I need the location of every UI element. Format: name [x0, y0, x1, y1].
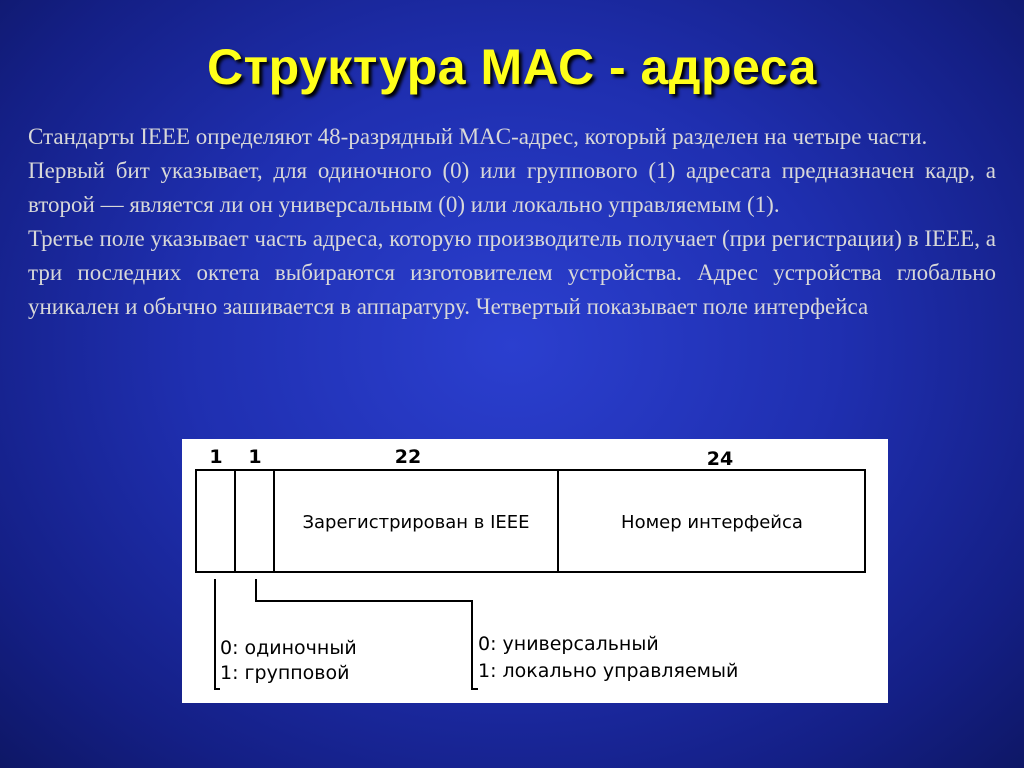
- mac-diagram-svg: [182, 439, 888, 703]
- bits-label-second: 1: [248, 446, 262, 468]
- mac-structure-diagram: [182, 439, 888, 703]
- bits-label-interface: 24: [706, 448, 734, 470]
- slide-title: Структура МАС - адреса: [207, 39, 817, 95]
- field-interface-label: Номер интерфейса: [621, 512, 803, 533]
- bits-label-first: 1: [209, 446, 223, 468]
- paragraph-third-fourth-field: Третье поле указывает часть адреса, которую производитель получает (при регистрации) в IEEE, а три последних октета выбираются изготовителем устройства. Адрес устройства глобально уникален и обычно зашивается в аппаратуру. Четвертый показывает поле интерфейса: [28, 226, 996, 319]
- legend-second-bit-1: 1: локально управляемый: [478, 660, 739, 682]
- field-ieee-label: Зарегистрирован в IEEE: [302, 512, 530, 533]
- slide-body: [28, 120, 996, 324]
- paragraph-first-second-bit: Первый бит указывает, для одиночного (0) или группового (1) адресата предназначен кадр, а второй — является ли он универсальным (0) или локально управляемым (1).: [28, 158, 996, 217]
- legend-first-bit-1: 1: групповой: [220, 662, 350, 684]
- paragraph-ieee-standard: Стандарты IEEE определяют 48-разрядный MAC-адрес, который разделен на четыре части.: [28, 124, 928, 149]
- legend-second-bit-0: 0: универсальный: [478, 633, 659, 655]
- legend-first-bit-0: 0: одиночный: [220, 637, 357, 659]
- bits-label-ieee: 22: [394, 446, 422, 468]
